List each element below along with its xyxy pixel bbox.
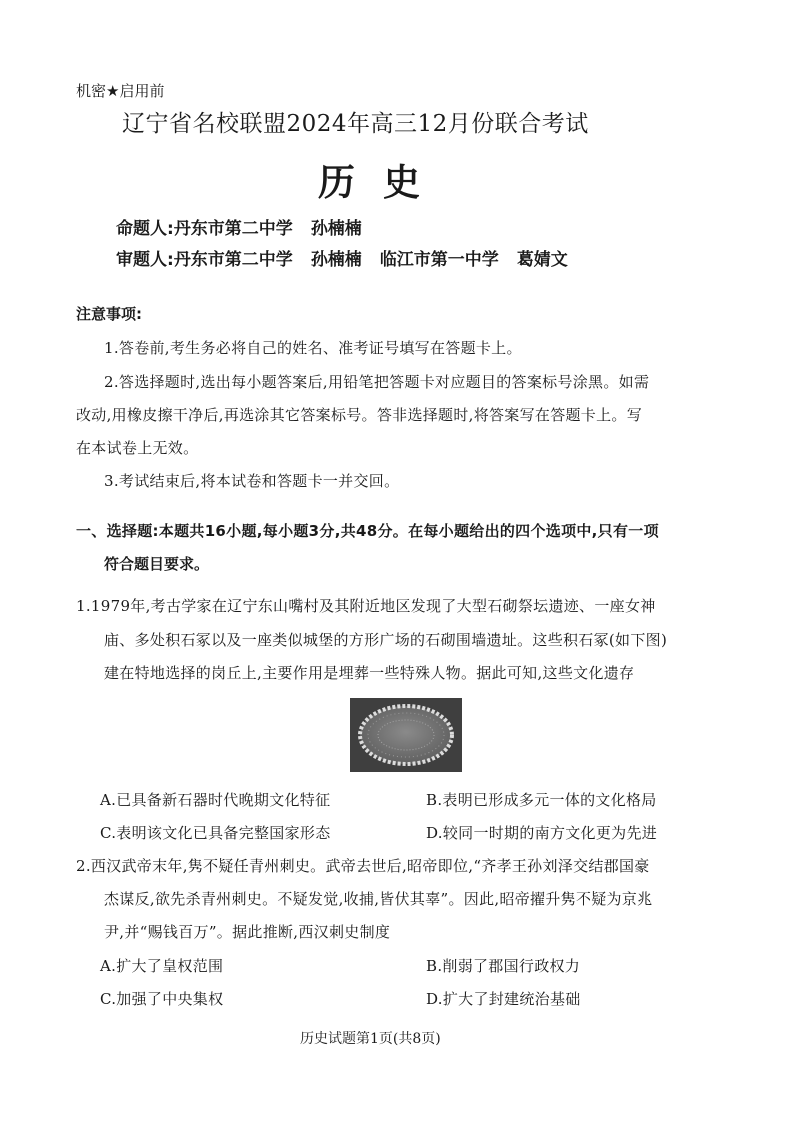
subject-title: 历史 [318,161,448,204]
question-1-option-c: C.表明该文化已具备完整国家形态 [100,824,331,842]
setter-school: 丹东市第二中学 [173,219,293,239]
notes-line: 在本试卷上无效。 [76,439,199,457]
notes-line: 2.答选择题时,选出每小题答案后,用铅笔把答题卡对应题目的答案标号涂黑。如需 [104,373,650,391]
section-heading-continued: 符合题目要求。 [104,555,210,573]
reviewer-school-2: 临江市第一中学 [379,250,499,270]
question-1-option-a: A.已具备新石器时代晚期文化特征 [100,791,331,809]
question-2-line: 杰谋反,欲先杀青州刺史。不疑发觉,收捕,皆伏其辜”。因此,昭帝擢升隽不疑为京兆 [104,890,653,908]
reviewer-school-1: 丹东市第二中学 [173,250,293,270]
section-heading: 一、选择题:本题共16小题,每小题3分,共48分。在每小题给出的四个选项中,只有一项 [76,522,659,540]
question-1-option-b: B.表明已形成多元一体的文化格局 [426,791,657,809]
question-1-option-d: D.较同一时期的南方文化更为先进 [426,824,658,842]
reviewer-name-1: 孙楠楠 [310,250,362,270]
setter-name: 孙楠楠 [310,219,362,239]
question-2-option-b: B.削弱了郡国行政权力 [426,957,581,975]
notes-line: 1.答卷前,考生务必将自己的姓名、准考证号填写在答题卡上。 [104,339,522,357]
stone-tomb-photo [350,698,462,772]
notes-line: 改动,用橡皮擦干净后,再选涂其它答案标号。答非选择题时,将答案写在答题卡上。写 [76,406,643,424]
question-1-line: 庙、多处积石冢以及一座类似城堡的方形广场的石砌围墙遗址。这些积石冢(如下图) [104,631,668,649]
question-2-line: 2.西汉武帝末年,隽不疑任青州刺史。武帝去世后,昭帝即位,“齐孝王孙刘泽交结郡国豪 [76,857,650,875]
question-2-option-c: C.加强了中央集权 [100,990,224,1008]
question-1-line: 建在特地选择的岗丘上,主要作用是埋葬一些特殊人物。据此可知,这些文化遗存 [104,664,635,682]
reviewer-label: 审题人: [116,250,174,270]
stone-tomb-image [350,698,462,772]
reviewer-name-2: 葛婧文 [516,250,568,270]
setter-line [116,214,362,239]
question-2-line: 尹,并“赐钱百万”。据此推断,西汉刺史制度 [104,923,391,941]
page-footer: 历史试题第1页(共8页) [300,1031,441,1047]
reviewer-line [116,245,568,270]
question-2-option-a: A.扩大了皇权范围 [100,957,224,975]
notes-title: 注意事项: [76,305,142,323]
question-1-line: 1.1979年,考古学家在辽宁东山嘴村及其附近地区发现了大型石砌祭坛遗迹、一座女神 [76,597,656,615]
exam-title: 辽宁省名校联盟2024年高三12月份联合考试 [122,111,589,137]
setter-label: 命题人: [116,219,174,239]
confidential-label: 机密★启用前 [76,82,165,100]
notes-line: 3.考试结束后,将本试卷和答题卡一并交回。 [104,472,400,490]
question-2-option-d: D.扩大了封建统治基础 [426,990,581,1008]
